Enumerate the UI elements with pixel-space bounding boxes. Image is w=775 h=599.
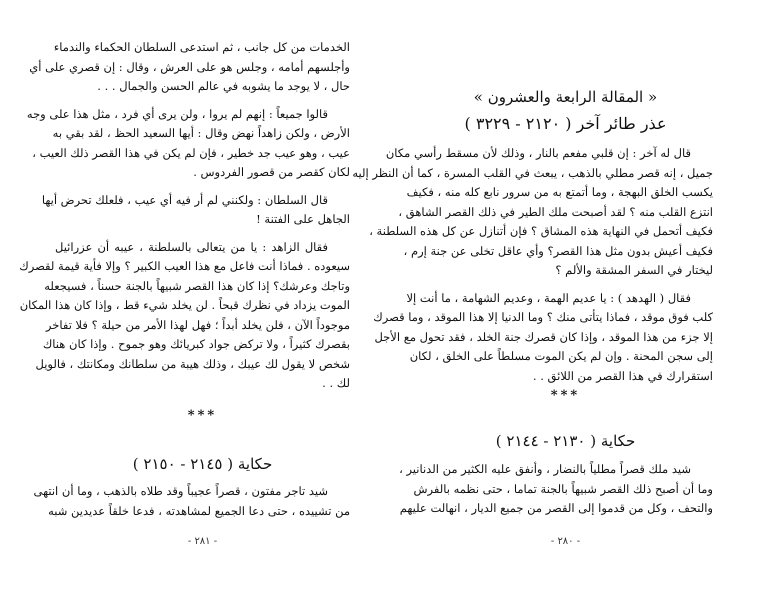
text-line: إلى سجن المحنة . وإن لم يكن الموت مسلطاً على الخلق ، لكان — [409, 349, 713, 363]
section-heading: عذر طائر آخر ( ٢١٢٠ - ٣٢٢٩ ) — [464, 114, 667, 133]
text-line: لك . . — [322, 376, 350, 390]
page-number: - ٢٨٠ - — [550, 536, 581, 547]
text-line: وما أن أصبح ذلك القصر شبيهاً بالجنة تماما ، حتى نظمه بالفرش — [413, 481, 713, 496]
text-line: شخص لا يقول لك عيبك ، وذلك هيبة من سلطانك ومكانتك ، فالويل — [35, 356, 350, 371]
text-line: ليختار في السفر المشقة والألم ؟ — [555, 263, 713, 277]
text-line: شيد تاجر مفتون ، قصراً عجيباً وقد طلاه بالذهب ، وما أن انتهى — [33, 484, 328, 498]
page-number: - ٢٨١ - — [187, 536, 218, 547]
text-line: فكيف أتحمل في النهاية هذه المشاق ؟ فإن أتنازل عن كل هذه السلطنة ، — [369, 224, 713, 238]
text-line: انتزع القلب منه ؟ لقد أصبحت ملك الطير في ذلك القصر الشاهق ، — [398, 204, 713, 219]
text-line: لكان كقصر من قصور الفردوس . — [193, 165, 350, 179]
paragraph — [399, 460, 713, 519]
right-page-story — [399, 460, 713, 527]
text-line: سيعوده . فماذا أنت فاعل مع هذا العيب الكبير ؟ وإلا فأية قيمة لقصرك — [19, 259, 350, 273]
text-line: يكسب الخلق البهجة ، وما أتمتع به من سرور نابع كله منه ، فكيف — [406, 185, 713, 199]
text-line: عيب ، وهو عيب جد خطير ، فإن لم يكن في هذا القصر ذلك العيب ، — [32, 145, 350, 160]
paragraph — [41, 191, 350, 230]
text-line: قال السلطان : ولكنني لم أر فيه أي عيب ، فلعلك تحرض أيها — [41, 192, 328, 207]
left-page-body — [19, 38, 350, 402]
text-line: موجوداً الآن ، فلن يخلد أبداً ؛ فهل لهذا الأمر من حيلة ؟ فلا تفاخر — [45, 317, 350, 332]
right-page-body — [352, 144, 713, 394]
text-line: من تشييده ، حتى دعا الجميع لمشاهدته ، فدعا خلقاً عديدين شبه — [48, 503, 350, 518]
paragraph — [26, 105, 350, 183]
text-line: حال ، لا يوجد ما يشوبه في عالم الحسن والجمال . . . — [97, 79, 350, 93]
paragraph — [29, 38, 350, 97]
right-page — [352, 0, 775, 599]
text-line: كلب فوق موقد ، فماذا يتأتى منك ؟ وما الدنيا إلا هذا الموقد ، وما قصرك — [373, 310, 713, 324]
text-line: فقال ( الهدهد ) : يا عديم الهمة ، وعديم الشهامة ، ما أنت إلا — [406, 290, 691, 305]
text-line: والتحف ، وكل من قدموا إلى القصر من جميع الديار ، انهالت عليهم — [399, 501, 713, 515]
text-line: شيد ملك قصراً مطلياً بالنضار ، وأنفق عليه الكثير من الدنانير ، — [399, 462, 691, 476]
text-line: قال له آخر : إن قلبي مفعم بالنار ، وذلك لأن مسقط رأسي مكان — [385, 146, 691, 160]
text-line: الأرض ، ولكن زاهداً نهض وقال : أيها السعيد الحظ ، لقد بقي به — [52, 126, 350, 140]
text-line: الموت يزداد في نظرك قبحاً . لن يخلد شيء قط ، وإذا كان هذا المكان — [19, 298, 350, 312]
paragraph — [19, 238, 350, 394]
text-line: الجاهل على الفتنة ! — [256, 212, 350, 226]
text-line: الخدمات من كل جانب ، ثم استدعى السلطان الحكماء والندماء — [53, 40, 350, 54]
paragraph — [352, 144, 713, 281]
section-separator: *** — [550, 388, 581, 403]
left-page-story — [33, 482, 350, 529]
text-line: جميل ، إنه قصر مطلي بالذهب ، يبعث في القلب المسرة ، كما أن النظر إليه — [352, 165, 713, 180]
text-line: فقال الزاهد : يا من يتعالى بالسلطنة ، عيبه أن عزرائيل — [55, 239, 328, 254]
paragraph — [373, 289, 713, 387]
story-heading: حكاية ( ٢١٣٠ - ٢١٤٤ ) — [495, 432, 636, 450]
section-heading: حكاية ( ٢١٤٥ - ٢١٥٠ ) — [132, 455, 273, 473]
chapter-title: « المقالة الرابعة والعشرون » — [473, 88, 658, 106]
section-separator: *** — [187, 408, 218, 423]
text-line: استقرارك في هذا القصر من اللائق . . — [532, 368, 713, 383]
text-line: بقصرك كثيراً ، ولا تركض جواد كبريائك وهو جموح . وإذا كان هناك — [42, 337, 350, 351]
text-line: قالوا جميعاً : إنهم لم يروا ، ولن يرى أي فرد ، مثل هذا على وجه — [26, 106, 328, 121]
text-line: وأجلسهم أمامه ، وجلس هو على العرش ، وقال : إن قصري على أي — [29, 59, 350, 74]
text-line: فكيف أعيش بدون مثل هذا القصر؟ وأي عاقل تخلى عن جنة إرم ، — [403, 243, 713, 258]
text-line: وتاجك وعرشك؟ إذا كان هذا القصر شبيهاً بالجنة حسناً ، فسيجعله — [44, 278, 350, 293]
text-line: إلا جزء من هذا الموقد ، وإذا كان قصرك جنة الخلد ، فقد تحول مع الأجل — [374, 329, 713, 344]
paragraph — [33, 482, 350, 521]
